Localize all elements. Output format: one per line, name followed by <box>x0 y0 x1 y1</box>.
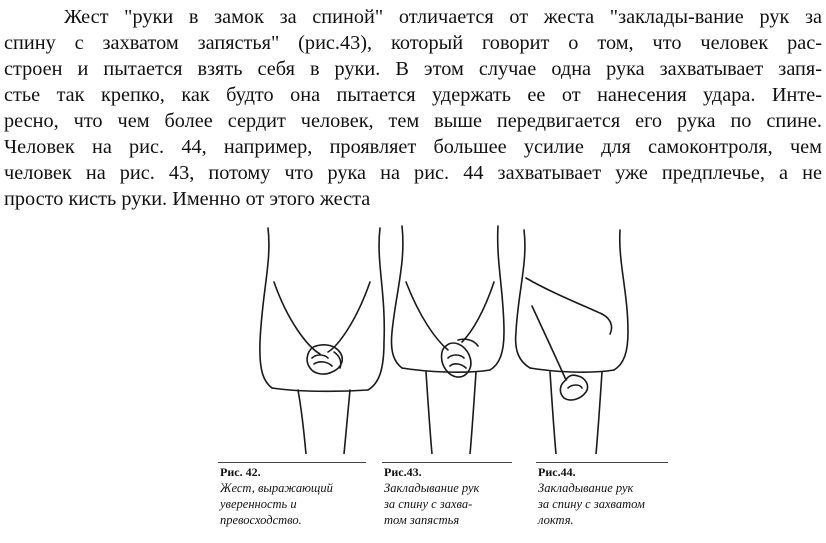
caption-line: превосходство. <box>220 513 302 527</box>
figure-number: Рис. 42. <box>220 465 261 479</box>
paragraph-line: стье так крепко, как будто она пытается удержать ее от нанесения удара. Инте- <box>4 84 822 106</box>
caption-line: том запястья <box>384 513 460 527</box>
paragraph-line: спину с захватом запястья" (рис.43), который говорит о том, что человек рас- <box>4 32 822 54</box>
figure-44-illustration <box>510 222 640 454</box>
figure-number: Рис.43. <box>384 465 422 479</box>
figure-43-illustration <box>386 222 516 454</box>
figure-42-caption <box>220 464 333 528</box>
body-paragraph <box>4 4 822 212</box>
caption-divider <box>536 462 668 463</box>
caption-divider <box>218 462 366 463</box>
paragraph-line: Человек на рис. 44, например, проявляет большее усилие для самоконтроля, чем <box>4 136 822 158</box>
figure-42-drawing <box>258 222 388 454</box>
figure-44-caption <box>538 464 645 528</box>
figure-number: Рис.44. <box>538 465 576 479</box>
caption-line: за спину с захва- <box>384 497 473 511</box>
figure-44-drawing <box>510 222 640 454</box>
figure-43-drawing <box>386 222 516 454</box>
figure-42-illustration <box>258 222 388 454</box>
paragraph-line: человек на рис. 43, потому что рука на рис. 44 захватывает уже предплечье, а не <box>4 162 822 184</box>
figures-row <box>0 222 826 454</box>
caption-line: Закладывание рук <box>538 481 634 495</box>
paragraph-line: Жест "руки в замок за спиной" отличается от жеста "заклады-вание рук за <box>64 6 822 28</box>
paragraph-line: ресно, что чем более сердит человек, тем выше передвигается его рука по спине. <box>4 110 822 132</box>
caption-line: уверенность и <box>220 497 297 511</box>
caption-divider <box>382 462 512 463</box>
figure-43-caption <box>384 464 479 528</box>
caption-line: за спину с захватом <box>538 497 645 511</box>
paragraph-line: строен и пытается взять себя в руки. В этом случае одна рука захватывает запя- <box>4 58 822 80</box>
caption-line: Закладывание рук <box>384 481 480 495</box>
paragraph-line: просто кисть руки. Именно от этого жеста <box>4 188 371 210</box>
caption-line: Жест, выражающий <box>220 481 333 495</box>
caption-line: локтя. <box>538 513 574 527</box>
